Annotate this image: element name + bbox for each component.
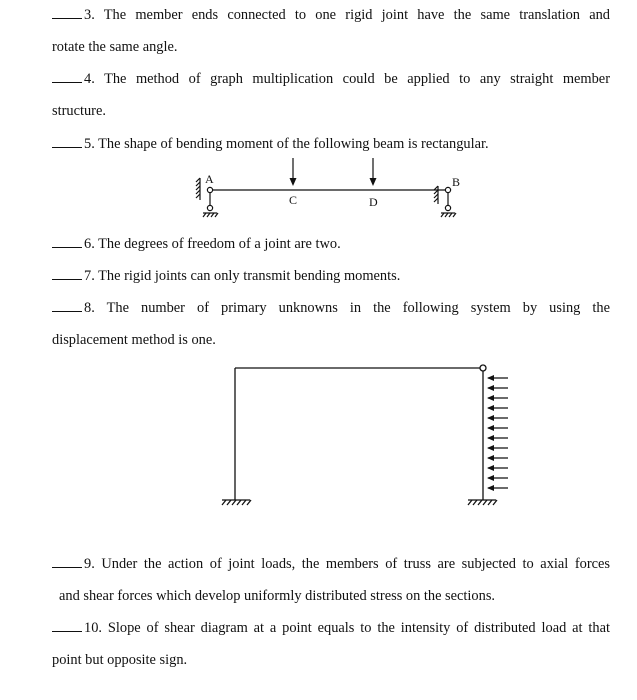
question-9-line1: 9. Under the action of joint loads, the members of truss are subjected to axial forces [52, 555, 610, 573]
label-d: D [369, 195, 378, 209]
distributed-load-arrowheads [487, 375, 494, 491]
question-10-line1: 10. Slope of shear diagram at a point equals to the intensity of distributed load at that [52, 619, 610, 637]
question-6-line1: 6. The degrees of freedom of a joint are two. [52, 235, 341, 253]
question-3-line2: rotate the same angle. [52, 39, 178, 55]
frame-hinge [480, 365, 486, 371]
question-10-line2: point but opposite sign. [52, 652, 188, 668]
label-a: A [205, 172, 214, 186]
question-4-line2: structure. [52, 103, 106, 119]
label-c: C [289, 193, 298, 207]
answer-blank-10[interactable] [52, 619, 82, 632]
question-3-line1: 3. The member ends connected to one rigid joint have the same translation and [52, 6, 610, 24]
question-8-line1: 8. The number of primary unknowns in the following system by using the [52, 299, 610, 317]
question-4-line1: 4. The method of graph multiplication could be applied to any straight member [52, 70, 610, 88]
question-8-line2: displacement method is one. [52, 332, 216, 348]
label-b: B [452, 175, 461, 189]
question-7-line1: 7. The rigid joints can only transmit bending moments. [52, 267, 400, 285]
question-9-line2: and shear forces which develop uniformly distributed stress on the sections. [59, 588, 496, 604]
question-5-line1: 5. The shape of bending moment of the following beam is rectangular. [52, 135, 489, 153]
answer-blank-9[interactable] [52, 555, 82, 568]
